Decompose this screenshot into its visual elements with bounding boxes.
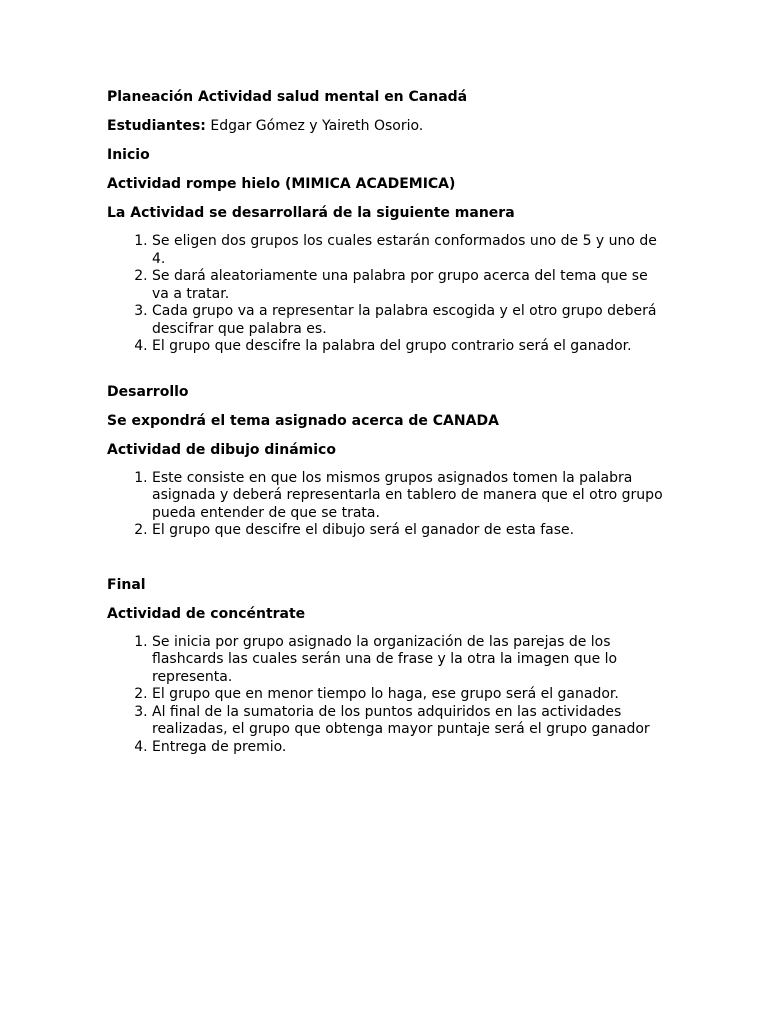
spacer: [107, 540, 667, 576]
list-item: 1. Se eligen dos grupos los cuales estarán conformados uno de 5 y uno de 4.: [152, 233, 667, 268]
list-item: 2. Se dará aleatoriamente una palabra por grupo acerca del tema que se va a tratar.: [152, 268, 667, 303]
activity-3-title: Actividad de concéntrate: [107, 605, 306, 622]
section-heading-desarrollo: Desarrollo: [107, 383, 189, 400]
document-title: Planeación Actividad salud mental en Canadá: [107, 89, 468, 105]
section-heading-inicio: Inicio: [107, 147, 150, 163]
document-page: [107, 88, 667, 756]
activity-3-steps: [107, 634, 667, 757]
activity-1-title: Actividad rompe hielo (MIMICA ACADEMICA): [107, 176, 456, 192]
list-item: 3. Al final de la sumatoria de los puntos adquiridos en las actividades realizadas, el grupo que obtenga mayor puntaje será el grupo ganador: [152, 704, 667, 739]
activity-2-title: Actividad de dibujo dinámico: [107, 441, 336, 458]
list-item: 2. El grupo que en menor tiempo lo haga, ese grupo será el ganador.: [152, 686, 667, 704]
section-heading-final: Final: [107, 576, 146, 593]
list-item: 4. El grupo que descifre la palabra del grupo contrario será el ganador.: [152, 338, 667, 356]
activity-1-steps: [107, 233, 667, 356]
activity-1-intro: La Actividad se desarrollará de la siguiente manera: [107, 205, 515, 221]
students-line: [107, 117, 667, 135]
spacer: [107, 356, 667, 383]
exposition-line: Se expondrá el tema asignado acerca de CANADA: [107, 412, 499, 429]
list-item: 2. El grupo que descifre el dibujo será el ganador de esta fase.: [152, 522, 667, 540]
list-item: 1. Este consiste en que los mismos grupos asignados tomen la palabra asignada y deberá representarla en tablero de manera que el otro grupo pueda entender de que se trata.: [152, 470, 667, 523]
students-label: Estudiantes:: [107, 118, 206, 134]
list-item: 1. Se inicia por grupo asignado la organización de las parejas de los flashcards las cuales serán una de frase y la otra la imagen que lo representa.: [152, 634, 667, 687]
activity-2-steps: [107, 470, 667, 540]
list-item: 4. Entrega de premio.: [152, 739, 667, 757]
students-value: Edgar Gómez y Yaireth Osorio.: [205, 118, 424, 134]
list-item: 3. Cada grupo va a representar la palabra escogida y el otro grupo deberá descifrar que palabra es.: [152, 303, 667, 338]
